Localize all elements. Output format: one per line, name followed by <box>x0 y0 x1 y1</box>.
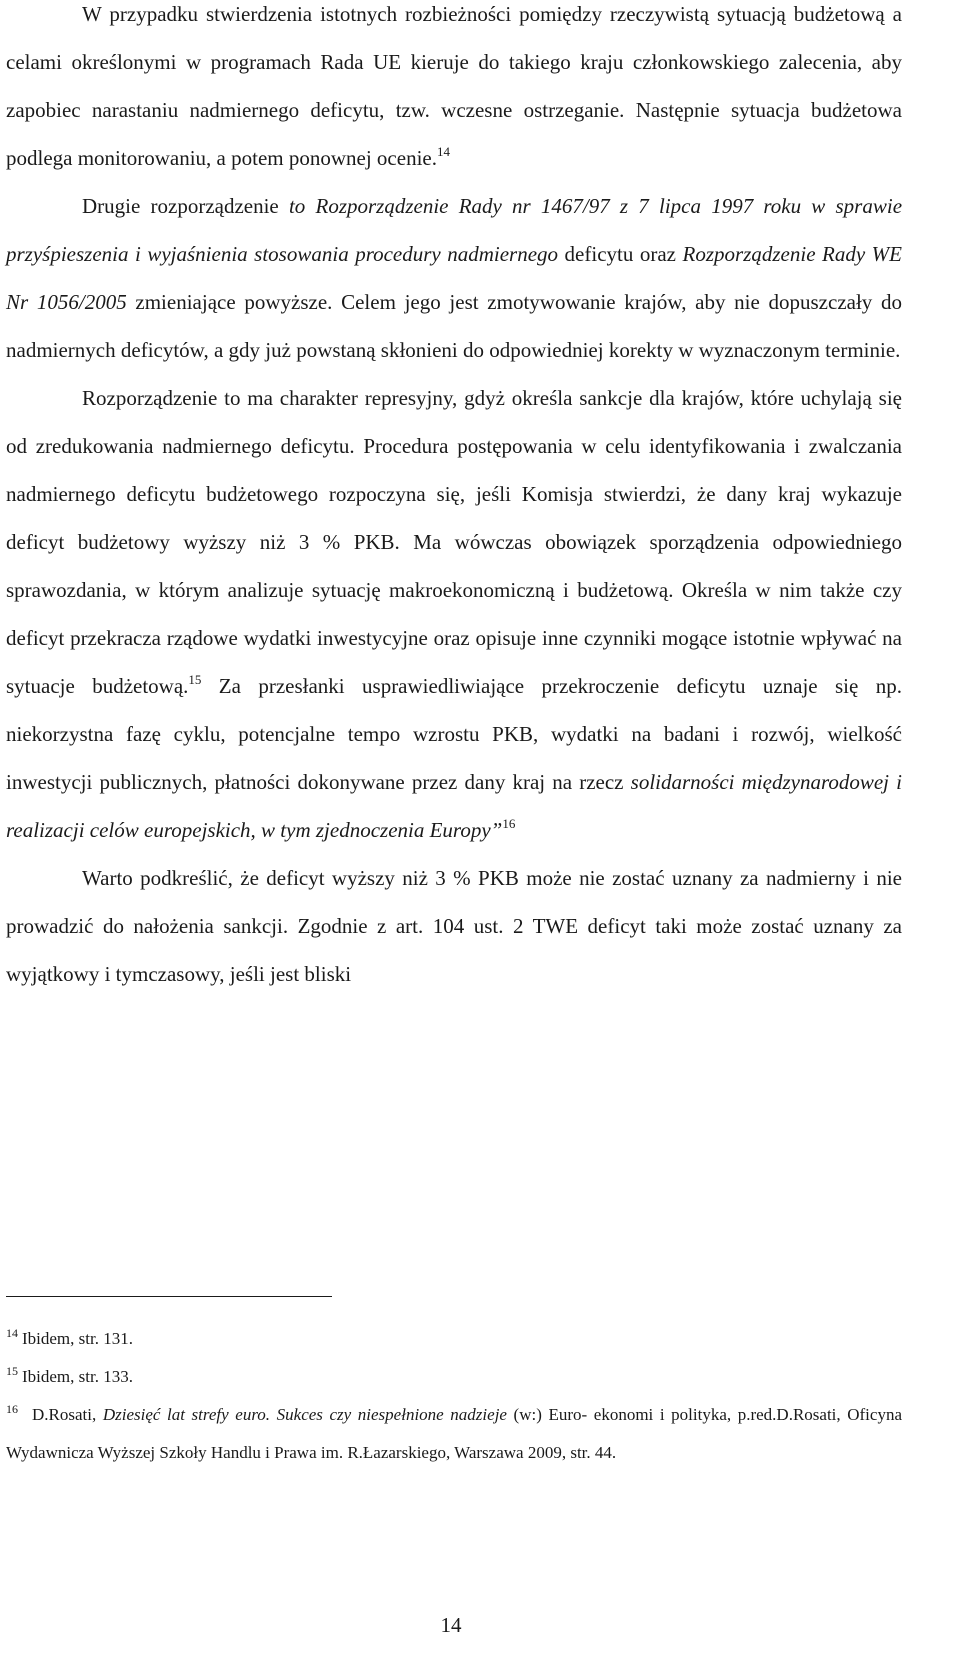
paragraph-3-quote: solidarności międzynarodowej i realizacji celów europejskich, w tym zjednoczenia Europy” <box>6 770 902 842</box>
paragraph-3-text-b: Za przesłanki usprawiedliwiające przekroczenie deficytu uznaje się np. niekorzystna fazę cyklu, potencjalne tempo wzrostu PKB, wydatki na badani i rozwój, wielkość inwestycji publicznych, płatności dokonywane przez dany kraj na rzecz <box>6 674 902 794</box>
document-body <box>6 0 902 998</box>
paragraph-3 <box>6 374 902 854</box>
footnote-16-number: 16 <box>6 1402 18 1416</box>
paragraph-2-text-c: deficytu oraz <box>558 242 683 266</box>
footnote-ref-14[interactable]: 14 <box>436 144 450 159</box>
footnote-16 <box>6 1396 902 1472</box>
paragraph-1 <box>6 0 902 182</box>
footnote-14-number: 14 <box>6 1326 18 1340</box>
paragraph-2 <box>6 182 902 374</box>
paragraph-2-regulation-title-2: Rozporządzenie Rady WE Nr 1056/2005 <box>6 242 902 314</box>
paragraph-2-text-e: zmieniające powyższe. Celem jego jest zmotywowanie krajów, aby nie dopuszczały do nadmiernych deficytów, a gdy już powstaną skłonieni do odpowiedniej korekty w wyznaczonym terminie. <box>6 290 902 362</box>
footnote-separator <box>6 1296 332 1297</box>
footnote-16-source: (w:) Euro- ekonomi i polityka, p.red.D.Rosati, Oficyna Wydawnicza Wyższej Szkoły Handlu i Prawa im. R.Łazarskiego, Warszawa 2009, str. 44. <box>6 1405 903 1462</box>
footnote-14-text: Ibidem, str. 131. <box>22 1329 133 1348</box>
footnote-16-title: Dziesięć lat strefy euro. Sukces czy niespełnione nadzieje <box>102 1405 507 1424</box>
footnote-15 <box>6 1358 902 1396</box>
footnote-14 <box>6 1320 902 1358</box>
paragraph-4 <box>6 854 902 998</box>
footnote-ref-16[interactable]: 16 <box>502 816 516 831</box>
paragraph-4-text: Warto podkreślić, że deficyt wyższy niż 3 % PKB może nie zostać uznany za nadmierny i nie prowadzić do nałożenia sankcji. Zgodnie z art. 104 ust. 2 TWE deficyt taki może zostać uznany za wyjątkowy i tymczasowy, jeśli jest bliski <box>6 866 902 986</box>
page-number: 14 <box>440 1613 462 1637</box>
paragraph-1-text: W przypadku stwierdzenia istotnych rozbieżności pomiędzy rzeczywistą sytuacją budżetową a celami określonymi w programach Rada UE kieruje do takiego kraju członkowskiego zalecenia, aby zapobiec narastaniu nadmiernego deficytu, tzw. wczesne ostrzeganie. Następnie sytuacja budżetowa podlega monitorowaniu, a potem ponownej ocenie. <box>6 2 902 170</box>
footnote-15-number: 15 <box>6 1364 18 1378</box>
paragraph-2-regulation-title: to Rozporządzenie Rady nr 1467/97 z 7 lipca 1997 roku w sprawie przyśpieszenia i wyjaśnienia stosowania procedury nadmiernego <box>6 194 903 266</box>
paragraph-2-text-a: Drugie rozporządzenie <box>82 194 289 218</box>
footnote-ref-15[interactable]: 15 <box>188 672 202 687</box>
paragraph-3-text-a: Rozporządzenie to ma charakter represyjny, gdyż określa sankcje dla krajów, które uchylają się od zredukowania nadmiernego deficytu. Procedura postępowania w celu identyfikowania i zwalczania nadmiernego deficytu budżetowego rozpoczyna się, jeśli Komisja stwierdzi, że dany kraj wykazuje deficyt budżetowy wyższy niż 3 % PKB. Ma wówczas obowiązek sporządzenia odpowiedniego sprawozdania, w którym analizuje sytuację makroekonomiczną i budżetową. Określa w nim także czy deficyt przekracza rządowe wydatki inwestycyjne oraz opisuje inne czynniki mogące istotnie wpływać na sytuacje budżetową. <box>6 386 902 698</box>
footnotes-section <box>6 1320 902 1472</box>
footnote-16-author: D.Rosati, <box>32 1405 103 1424</box>
footnote-15-text: Ibidem, str. 133. <box>22 1367 133 1386</box>
